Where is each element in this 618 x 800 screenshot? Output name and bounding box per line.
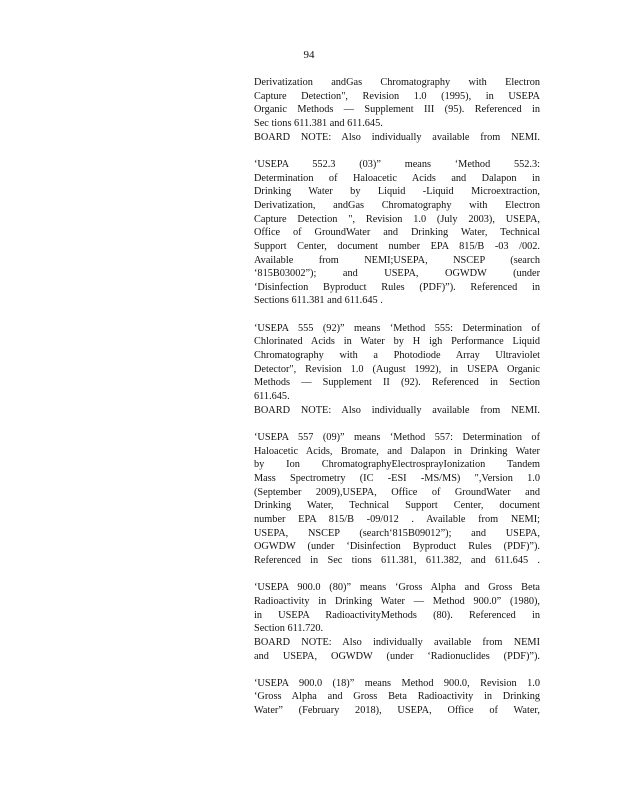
text-line: (September 2009),USEPA, Office of GroundWater and [254, 486, 540, 498]
text-line: Derivatization, andGas Chromatography with Electron [254, 199, 540, 211]
text-line: Chlorinated Acids in Water by H igh Performance Liquid [254, 336, 540, 348]
text-line: Methods — Supplement II (92). Referenced in Section [254, 377, 540, 389]
text-line: Determination of Haloacetic Acids and Dalapon in [254, 172, 540, 184]
board-note: BOARD NOTE: Also individually available from NEMI. [254, 131, 540, 143]
text-line: Support Center, document number EPA 815/B -03 /002. [254, 240, 540, 252]
text-line: Radioactivity in Drinking Water — Method 900.0” (1980), [254, 595, 540, 607]
text-line: ‘USEPA 900.0 (80)” means ‘Gross Alpha and Gross Beta [254, 582, 540, 594]
text-line: ‘815B03002”); and USEPA, OGWDW (under [254, 268, 540, 280]
definition-usepa-552-2-continuation [254, 76, 540, 144]
definition-usepa-900-0-80 [254, 581, 540, 663]
text-line: Haloacetic Acids, Bromate, and Dalapon in Drinking Water [254, 445, 540, 457]
text-line: Available from NEMI;USEPA, NSCEP (search [254, 254, 540, 266]
text-line: ‘Gross Alpha and Gross Beta Radioactivity in Drinking [254, 691, 540, 703]
text-line: Sec tions 611.381 and 611.645. [254, 117, 383, 129]
text-line: Capture Detection ", Revision 1.0 (July 2003), USEPA, [254, 213, 540, 225]
text-line: Section 611.720. [254, 623, 324, 635]
text-line: Capture Detection", Revision 1.0 (1995), in USEPA [254, 90, 540, 102]
text-line: Sections 611.381 and 611.645 . [254, 295, 383, 307]
text-line: ‘USEPA 555 (92)” means ‘Method 555: Determination of [254, 322, 540, 334]
text-line: ‘USEPA 557 (09)” means ‘Method 557: Determination of [254, 432, 540, 444]
document-body [254, 76, 540, 731]
text-line: Referenced in Sec tions 611.381, 611.382, and 611.645 . [254, 554, 540, 566]
text-line: Organic Methods — Supplement III (95). Referenced in [254, 104, 540, 116]
text-line: ‘USEPA 900.0 (18)” means Method 900.0, Revision 1.0 [254, 677, 540, 689]
text-line: by Ion ChromatographyElectrosprayIonization Tandem [254, 459, 540, 471]
text-line: Derivatization andGas Chromatography with Electron [254, 77, 540, 88]
text-line: 611.645. [254, 391, 290, 403]
board-note: and USEPA, OGWDW (under ‘Radionuclides (PDF)”). [254, 650, 540, 662]
text-line: Mass Spectrometry (IC -ESI -MS/MS) ",Version 1.0 [254, 472, 540, 484]
page-number: 94 [303, 49, 315, 61]
text-line: number EPA 815/B -09/012 . Available from NEMI; [254, 513, 540, 525]
definition-usepa-900-0-18 [254, 677, 540, 718]
text-line: ‘Disinfection Byproduct Rules (PDF)”). Referenced in [254, 281, 540, 293]
text-line: Chromatography with a Photodiode Array Ultraviolet [254, 350, 540, 362]
text-line: ‘USEPA 552.3 (03)” means ‘Method 552.3: [254, 158, 540, 170]
text-line: OGWDW (under ‘Disinfection Byproduct Rules (PDF)”). [254, 541, 540, 553]
text-line: Detector", Revision 1.0 (August 1992), in USEPA Organic [254, 363, 540, 375]
definition-usepa-557 [254, 431, 540, 568]
text-line: Drinking Water, Technical Support Center, document [254, 500, 540, 512]
board-note: BOARD NOTE: Also individually available from NEMI. [254, 404, 540, 416]
text-line: USEPA, NSCEP (search‘815B09012”); and USEPA, [254, 527, 540, 539]
definition-usepa-552-3 [254, 158, 540, 308]
text-line: Drinking Water by Liquid -Liquid Microextraction, [254, 186, 540, 198]
text-line: Office of GroundWater and Drinking Water, Technical [254, 227, 540, 239]
definition-usepa-555 [254, 322, 540, 418]
text-line: Water” (February 2018), USEPA, Office of Water, [254, 705, 540, 717]
board-note: BOARD NOTE: Also individually available from NEMI [254, 636, 540, 648]
text-line: in USEPA RadioactivityMethods (80). Referenced in [254, 609, 540, 621]
